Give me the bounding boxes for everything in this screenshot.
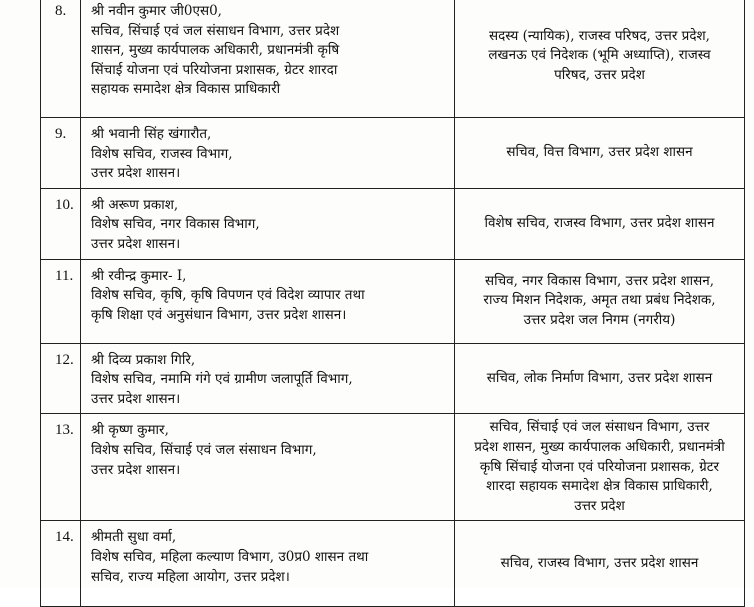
officer-name: श्री कृष्ण कुमार,: [91, 422, 169, 439]
serial-number: 10.: [41, 188, 81, 259]
officer-current-post-line: विशेष सचिव, नमामि गंगे एवं ग्रामीण जलापूर्ति विभाग,: [91, 371, 353, 388]
officer-current-post-line: विशेष सचिव, राजस्व विभाग,: [91, 145, 233, 162]
new-posting-line: सचिव, राजस्व विभाग, उत्तर प्रदेश शासन: [500, 555, 699, 572]
new-posting-cell: [455, 259, 745, 343]
new-posting-line: सदस्य (न्यायिक), राजस्व परिषद, उत्तर प्रदेश,: [489, 27, 710, 44]
officer-current-post-line: सचिव, सिंचाई एवं जल संसाधन विभाग, उत्तर प्रदेश: [91, 22, 340, 39]
new-posting-cell: [455, 188, 745, 259]
new-posting-line: सचिव, नगर विकास विभाग, उत्तर प्रदेश शासन,: [484, 272, 715, 289]
officer-name: श्री दिव्य प्रकाश गिरि,: [91, 351, 196, 368]
table-row: [41, 343, 745, 414]
officer-cell: [81, 259, 455, 343]
new-posting-cell: [455, 118, 745, 189]
serial-number: 14.: [41, 521, 81, 607]
officer-current-post-line: कृषि शिक्षा एवं अनुसंधान विभाग, उत्तर प्रदेश शासन।: [91, 306, 347, 323]
officer-cell: [81, 343, 455, 414]
officer-current-post-line: उत्तर प्रदेश शासन।: [91, 165, 181, 182]
new-posting-line: परिषद, उत्तर प्रदेश: [554, 66, 645, 83]
new-posting-cell: [455, 521, 745, 607]
new-posting-cell: [455, 343, 745, 414]
officer-name: श्री नवीन कुमार जी0एस0,: [91, 3, 222, 19]
new-posting-line: शारदा सहायक समादेश क्षेत्र विकास प्राधिकारी,: [486, 478, 713, 495]
table-row: [41, 188, 745, 259]
new-posting-line: प्रदेश शासन, मुख्य कार्यपालक अधिकारी, प्रधानमंत्री: [474, 438, 725, 455]
officer-current-post-line: उत्तर प्रदेश शासन।: [91, 235, 181, 252]
new-posting-line: सचिव, सिंचाई एवं जल संसाधन विभाग, उत्तर: [489, 419, 710, 436]
table-row: [41, 259, 745, 343]
officer-current-post-line: सहायक समादेश क्षेत्र विकास प्राधिकारी: [91, 81, 281, 98]
serial-number: 12.: [41, 343, 81, 414]
officer-cell: [81, 0, 455, 118]
officer-cell: [81, 521, 455, 607]
officer-name: श्री भवानी सिंह खंगारौत,: [91, 126, 212, 142]
serial-number: 13.: [41, 414, 81, 521]
officer-current-post-line: विशेष सचिव, कृषि, कृषि विपणन एवं विदेश व्यापार तथा: [91, 287, 365, 304]
new-posting-cell: [455, 0, 745, 118]
table-body: [41, 0, 745, 607]
new-posting-line: विशेष सचिव, राजस्व विभाग, उत्तर प्रदेश शासन: [484, 214, 715, 231]
officer-current-post-line: विशेष सचिव, सिंचाई एवं जल संसाधन विभाग,: [91, 441, 317, 458]
new-posting-line: राज्य मिशन निदेशक, अमृत तथा प्रबंध निदेशक,: [483, 292, 716, 309]
serial-number: 11.: [41, 259, 81, 343]
table-row: [41, 414, 745, 521]
officer-cell: [81, 188, 455, 259]
officer-name: श्री अरूण प्रकाश,: [91, 196, 179, 213]
officer-current-post-line: विशेष सचिव, महिला कल्याण विभाग, उ0प्र0 शासन तथा: [91, 548, 369, 565]
officer-current-post-line: उत्तर प्रदेश शासन।: [91, 461, 181, 478]
new-posting-line: उत्तर प्रदेश: [574, 497, 625, 514]
officer-name: श्री रवीन्द्र कुमार- I,: [91, 267, 187, 284]
officer-current-post-line: शासन, मुख्य कार्यपालक अधिकारी, प्रधानमंत्री कृषि: [91, 42, 340, 59]
new-posting-line: लखनऊ एवं निदेशक (भूमि अध्याप्ति), राजस्व: [488, 47, 711, 64]
table-row: [41, 0, 745, 118]
table-row: [41, 521, 745, 607]
serial-number: 8.: [41, 0, 81, 118]
officer-current-post-line: विशेष सचिव, नगर विकास विभाग,: [91, 216, 260, 233]
officer-current-post-line: सचिव, राज्य महिला आयोग, उत्तर प्रदेश।: [91, 568, 290, 585]
new-posting-line: सचिव, वित्त विभाग, उत्तर प्रदेश शासन: [506, 144, 693, 161]
table-row: [41, 118, 745, 189]
serial-number: 9.: [41, 118, 81, 189]
new-posting-line: कृषि सिंचाई योजना एवं परियोजना प्रशासक, ग्रेटर: [479, 458, 720, 475]
officer-name: श्रीमती सुधा वर्मा,: [91, 529, 177, 546]
transfer-orders-table: [40, 0, 745, 607]
officer-cell: [81, 414, 455, 521]
new-posting-cell: [455, 414, 745, 521]
new-posting-line: सचिव, लोक निर्माण विभाग, उत्तर प्रदेश शासन: [486, 369, 713, 386]
officer-cell: [81, 118, 455, 189]
officer-current-post-line: उत्तर प्रदेश शासन।: [91, 390, 181, 407]
new-posting-line: उत्तर प्रदेश जल निगम (नगरीय): [523, 311, 676, 328]
officer-current-post-line: सिंचाई योजना एवं परियोजना प्रशासक, ग्रेटर शारदा: [91, 61, 338, 78]
